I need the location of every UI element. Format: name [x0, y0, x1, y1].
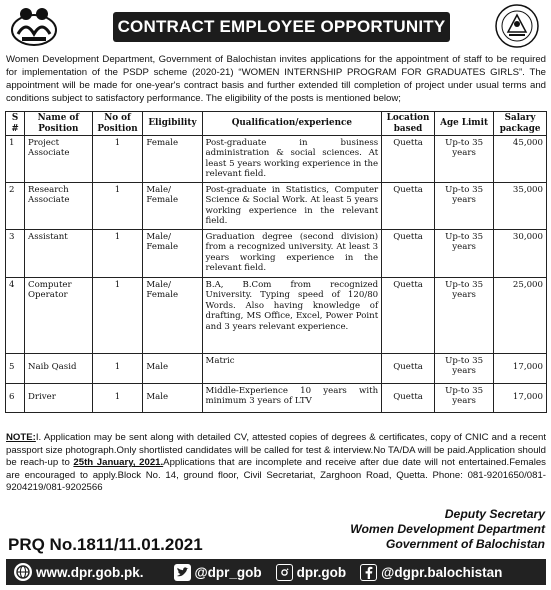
cell-location: Quetta: [382, 230, 435, 278]
cell-eligibility: Female: [143, 136, 202, 183]
title-banner: [113, 12, 450, 42]
table-row: [6, 136, 547, 183]
note-paragraph: [6, 432, 546, 495]
cell-position: Driver: [25, 384, 93, 413]
cell-position: Assistant: [25, 230, 93, 278]
facebook-text: @dgpr.balochistan: [381, 564, 503, 580]
cell-salary: 17,000: [494, 354, 547, 384]
cell-count: 1: [92, 136, 143, 183]
footer-bar: [6, 559, 546, 585]
cell-count: 1: [92, 183, 143, 230]
page-title: CONTRACT EMPLOYEE OPPORTUNITY: [117, 17, 446, 36]
header-count: No of Position: [92, 112, 143, 136]
table-row: [6, 183, 547, 230]
cell-position: Project Associate: [25, 136, 93, 183]
cell-count: 1: [92, 278, 143, 354]
header-age: Age Limit: [434, 112, 493, 136]
footer-website[interactable]: [14, 563, 144, 581]
note-text-part2: Applications that are incomplete and receive after due date will not entertained.Females are encouraged to apply.Block No. 14, ground floor, Civil Secretariat, Zarghoon Road, Quetta. Phone: 081-9201650/081-9204219/081-9202566: [6, 457, 546, 494]
footer-instagram[interactable]: [276, 564, 347, 581]
cell-age: Up-to 35 years: [434, 183, 493, 230]
instagram-icon: [276, 564, 293, 581]
cell-eligibility: Male/ Female: [143, 230, 202, 278]
cell-sn: 3: [6, 230, 25, 278]
cell-salary: 30,000: [494, 230, 547, 278]
cell-age: Up-to 35 years: [434, 230, 493, 278]
footer-twitter[interactable]: [174, 564, 262, 581]
cell-qualification: Graduation degree (second division) from a recognized university. At least 3 years working experience in the relevant field.: [202, 230, 382, 278]
women-development-logo: [8, 4, 60, 48]
cell-qualification: Post-graduate in Statistics, Computer Science & Social Work. At least 5 years working experience in the relevant field.: [202, 183, 382, 230]
table-row: [6, 354, 547, 384]
signature-government: Government of Balochistan: [385, 537, 545, 551]
globe-icon: [14, 563, 32, 581]
cell-salary: 25,000: [494, 278, 547, 354]
cell-salary: 45,000: [494, 136, 547, 183]
header-salary: Salary package: [494, 112, 547, 136]
facebook-icon: [360, 564, 377, 581]
signature-department: Women Development Department: [350, 522, 545, 536]
cell-qualification: B.A, B.Com from recognized University. Typing speed of 120/80 Words. Also having knowledge of drafting, MS Office, Excel, Power Point and 3 years relevant experience.: [202, 278, 382, 354]
table-row: [6, 384, 547, 413]
cell-position: Naib Qasid: [25, 354, 93, 384]
website-text: www.dpr.gob.pk.: [36, 564, 144, 580]
instagram-text: dpr.gob: [296, 564, 347, 580]
cell-position: Computer Operator: [25, 278, 93, 354]
cell-location: Quetta: [382, 136, 435, 183]
cell-sn: 1: [6, 136, 25, 183]
cell-eligibility: Male/ Female: [143, 278, 202, 354]
cell-age: Up-to 35 years: [434, 136, 493, 183]
government-seal-icon: [489, 2, 545, 50]
footer-facebook[interactable]: [360, 564, 502, 581]
cell-sn: 2: [6, 183, 25, 230]
cell-qualification: Post-graduate in business administration & social sciences. At least 5 years working experience in the relevant field.: [202, 136, 382, 183]
cell-eligibility: Male: [143, 354, 202, 384]
cell-count: 1: [92, 354, 143, 384]
table-header-row: [6, 112, 547, 136]
signature-block: [305, 507, 545, 552]
cell-count: 1: [92, 384, 143, 413]
cell-salary: 35,000: [494, 183, 547, 230]
cell-location: Quetta: [382, 384, 435, 413]
header-sn: S #: [6, 112, 25, 136]
prq-number: PRQ No.1811/11.01.2021: [8, 535, 203, 554]
note-label: NOTE:: [6, 432, 36, 443]
header-position: Name of Position: [25, 112, 93, 136]
cell-location: Quetta: [382, 354, 435, 384]
cell-sn: 5: [6, 354, 25, 384]
cell-qualification: Middle-Experience 10 years with minimum 3 years of LTV: [202, 384, 382, 413]
cell-age: Up-to 35 years: [434, 278, 493, 354]
note-text-part1: I. Application may be sent along with detailed CV, attested copies of degrees & certificates, copy of CNIC and a recent passport size photograph.Only shortlisted candidates will be called for test & interview.No TA/DA will be paid.Application should be reach-up to: [6, 432, 546, 469]
twitter-icon: [174, 564, 191, 581]
table-row: [6, 230, 547, 278]
cell-age: Up-to 35 years: [434, 354, 493, 384]
cell-sn: 6: [6, 384, 25, 413]
cell-eligibility: Male/ Female: [143, 183, 202, 230]
cell-location: Quetta: [382, 183, 435, 230]
table-row: [6, 278, 547, 354]
cell-salary: 17,000: [494, 384, 547, 413]
cell-eligibility: Male: [143, 384, 202, 413]
note-deadline: 25th January, 2021.: [73, 457, 164, 469]
cell-location: Quetta: [382, 278, 435, 354]
intro-paragraph: Women Development Department, Government of Balochistan invites applications for the appointment of staff to be required for implementation of the PSDP scheme (2020-21) “WOMEN INTERNSHIP PROGRAM FOR GRADUATES GIRLS”. The appointment will be made for one-year's contract basis and further extended till completion of project under usual terms and conditions subject to satisfactory performance. The eligibility of the posts is mentioned below;: [6, 54, 546, 104]
header-qualification: Qualification/experience: [202, 112, 382, 136]
header-location: Location based: [382, 112, 435, 136]
cell-sn: 4: [6, 278, 25, 354]
cell-age: Up-to 35 years: [434, 384, 493, 413]
signature-designation: Deputy Secretary: [444, 507, 545, 521]
cell-qualification: Matric: [202, 354, 382, 384]
cell-position: Research Associate: [25, 183, 93, 230]
positions-table: [5, 111, 547, 413]
header-eligibility: Eligibility: [143, 112, 202, 136]
twitter-text: @dpr_gob: [194, 564, 262, 580]
cell-count: 1: [92, 230, 143, 278]
